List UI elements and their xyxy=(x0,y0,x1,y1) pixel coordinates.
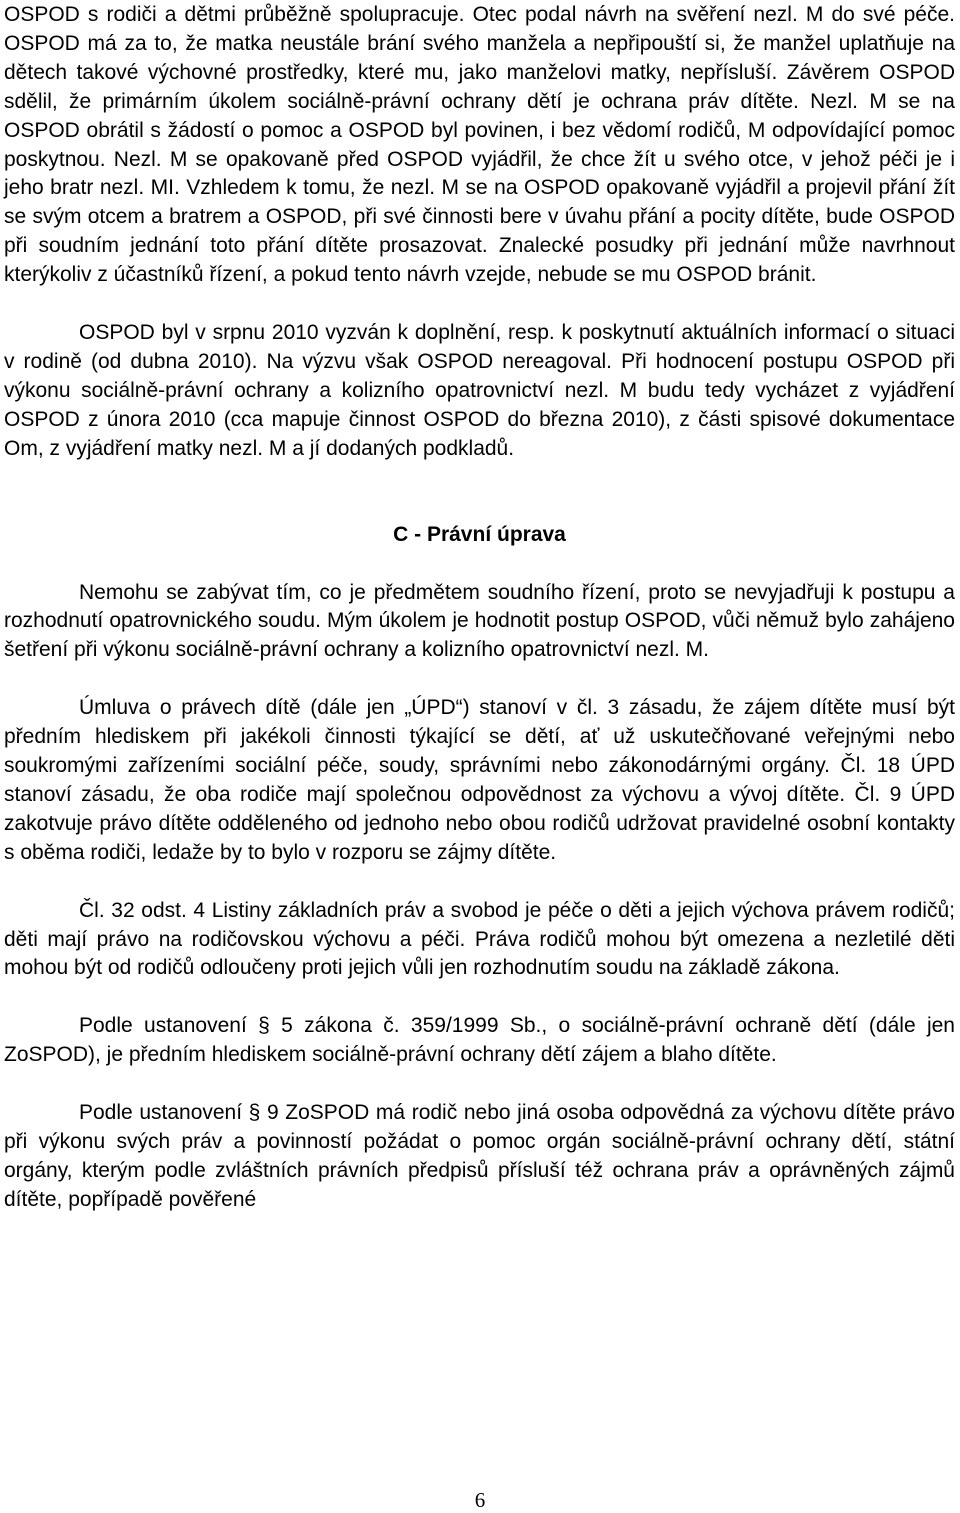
section-heading: C - Právní úprava xyxy=(393,522,566,546)
section-spacer xyxy=(4,464,955,521)
paragraph-convention: Úmluva o právech dítě (dále jen „ÚPD“) stanoví v čl. 3 zásadu, že zájem dítěte musí být předním hlediskem při jakékoli činnosti týkající se dětí, ať už uskutečňované veřejnými nebo soukromými zařízeními sociální péče, soudy, správními nebo zákonodárnými orgány. Čl. 18 ÚPD stanoví zásadu, že oba rodiče mají společnou odpovědnost za výchovu a vývoj dítěte. Čl. 9 ÚPD zakotvuje právo dítěte odděleného od jednoho nebo obou rodičů udržovat pravidelné osobní kontakty s oběma rodiči, ledaže by to bylo v rozporu se zájmy dítěte. xyxy=(4,696,955,864)
paragraph-ospod-request: OSPOD byl v srpnu 2010 vyzván k doplnění, resp. k poskytnutí aktuálních informací o situaci v rodině (od dubna 2010). Na výzvu však OSPOD nereagoval. Při hodnocení postupu OSPOD při výkonu sociálně-právní ochrany a kolizního opatrovnictví nezl. M budu tedy vycházet z vyjádření OSPOD z února 2010 (cca mapuje činnost OSPOD do března 2010), z části spisové dokumentace Om, z vyjádření matky nezl. M a jí dodaných podkladů. xyxy=(4,321,955,460)
document-page xyxy=(4,0,955,1215)
paragraph-zospod-9: Podle ustanovení § 9 ZoSPOD má rodič nebo jiná osoba odpovědná za výchovu dítěte právo při výkonu svých práv a povinností požádat o pomoc orgán sociálně-právní ochrany dětí, státní orgány, kterým podle zvláštních právních předpisů přísluší též ochrana práv a oprávněných zájmů dítěte, popřípadě pověřené xyxy=(4,1101,955,1211)
paragraph-zospod-5: Podle ustanovení § 5 zákona č. 359/1999 Sb., o sociálně-právní ochraně dětí (dále jen ZoSPOD), je předním hlediskem sociálně-právní ochrany dětí zájem a blaho dítěte. xyxy=(4,1014,955,1067)
page-number: 6 xyxy=(474,1488,486,1512)
paragraph-charter: Čl. 32 odst. 4 Listiny základních práv a svobod je péče o děti a jejich výchova právem rodičů; děti mají právo na rodičovskou výchovu a péči. Práva rodičů mohou být omezena a nezletilé děti mohou být od rodičů odloučeny proti jejich vůli jen rozhodnutím soudu na základě zákona. xyxy=(4,898,955,980)
paragraph-ospod-cooperation: OSPOD s rodiči a dětmi průběžně spolupracuje. Otec podal návrh na svěření nezl. M do své péče. OSPOD má za to, že matka neustále brání svého manžela a nepřipouští si, že manžel uplatňuje na dětech takové výchovné prostředky, které mu, jako manželovi matky, nepřísluší. Závěrem OSPOD sdělil, že primárním úkolem sociálně-právní ochrany dětí je ochrana práv dítěte. Nezl. M se na OSPOD obrátil s žádostí o pomoc a OSPOD byl povinen, i bez vědomí rodičů, M odpovídající pomoc poskytnou. Nezl. M se opakovaně před OSPOD vyjádřil, že chce žít u svého otce, v jehož péči je i jeho bratr nezl. MI. Vzhledem k tomu, že nezl. M se na OSPOD opakovaně vyjádřil a projevil přání žít se svým otcem a bratrem a OSPOD, při své činnosti bere v úvahu přání a pocity dítěte, bude OSPOD při soudním jednání toto přání dítěte prosazovat. Znalecké posudky při jednání může navrhnout kterýkoliv z účastníků řízení, a pokud tento návrh vzejde, nebude se mu OSPOD bránit. xyxy=(4,3,955,287)
paragraph-scope: Nemohu se zabývat tím, co je předmětem soudního řízení, proto se nevyjadřuji k postupu a rozhodnutí opatrovnického soudu. Mým úkolem je hodnotit postup OSPOD, vůči němuž bylo zahájeno šetření při výkonu sociálně-právní ochrany a kolizního opatrovnictví nezl. M. xyxy=(4,580,955,662)
